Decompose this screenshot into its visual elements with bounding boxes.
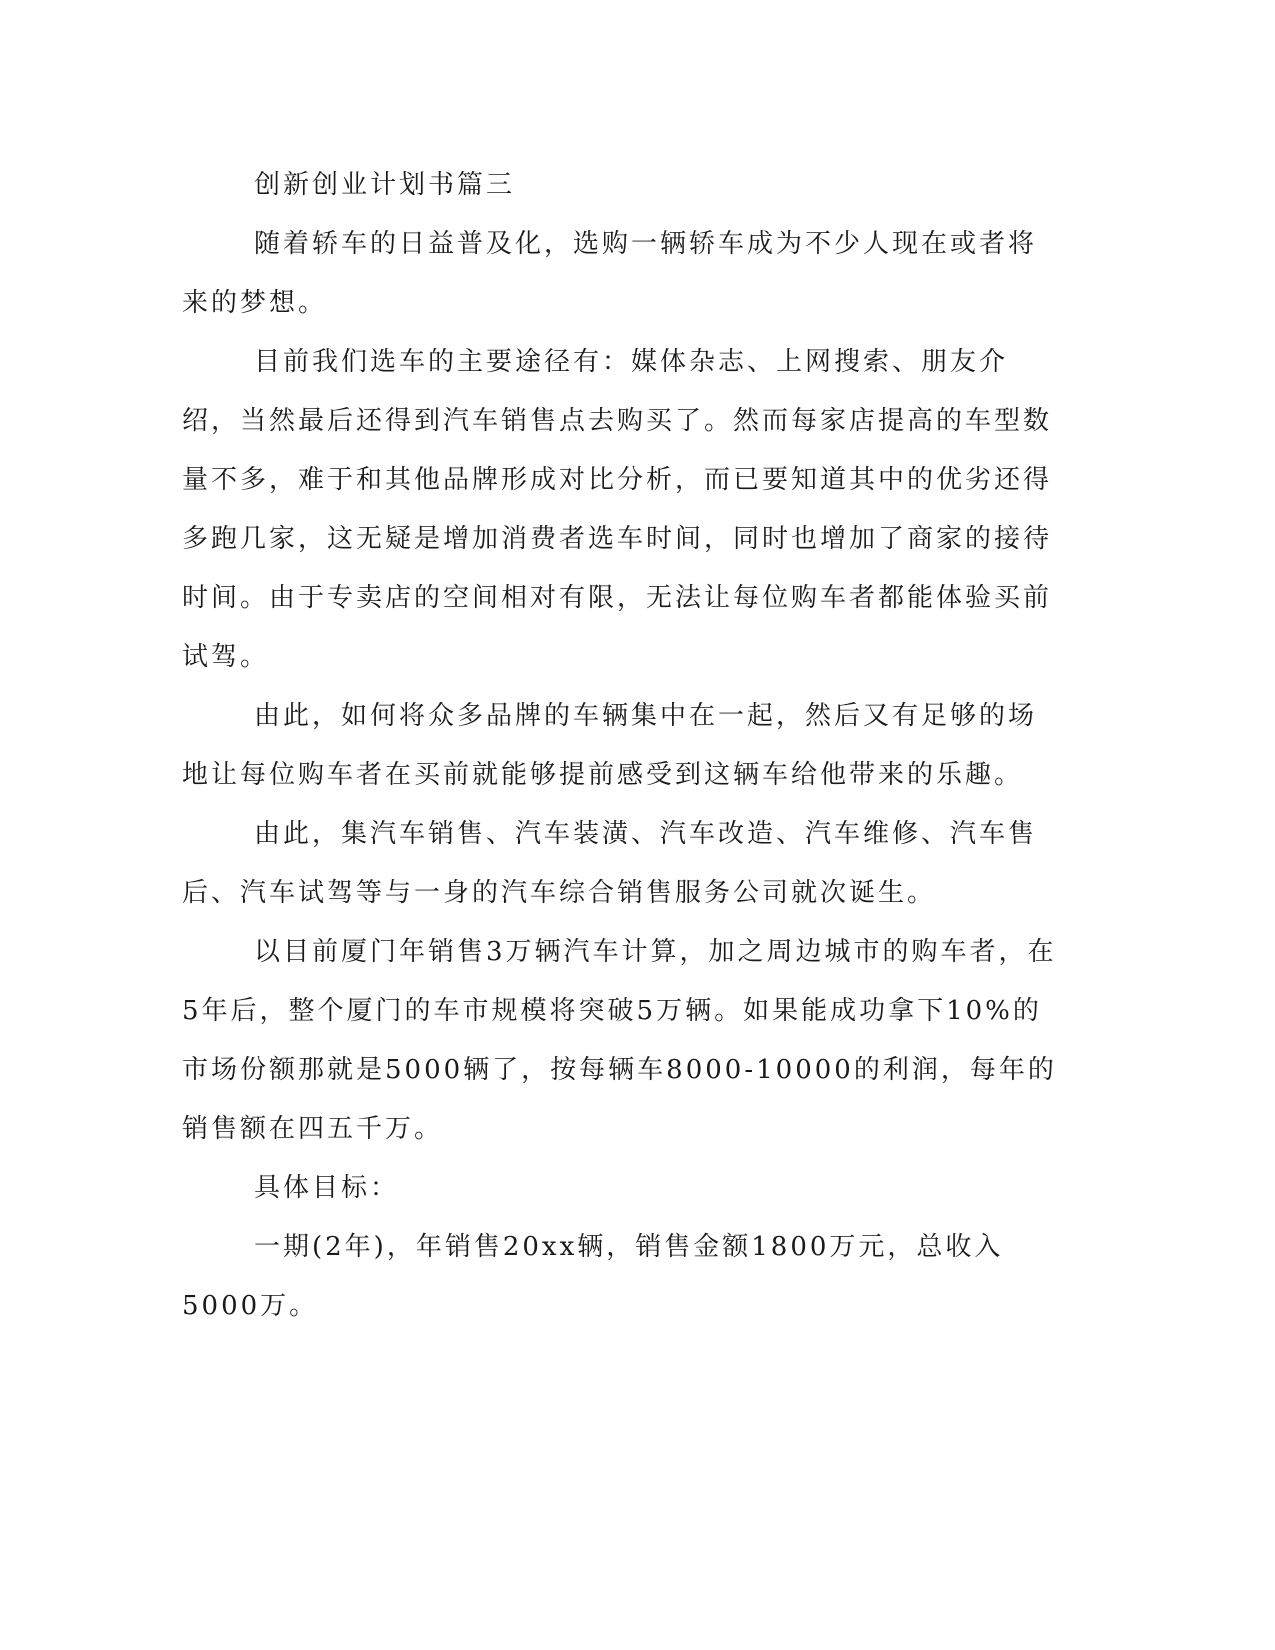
paragraph-4: 由此，集汽车销售、汽车装潢、汽车改造、汽车维修、汽车售后、汽车试驾等与一身的汽车综合销售服务公司就次诞生。 — [182, 819, 1038, 908]
paragraph-7: 一期(2年)，年销售20xx辆，销售金额1800万元，总收入5000万。 — [182, 1232, 1004, 1321]
paragraph-5: 以目前厦门年销售3万辆汽车计算，加之周边城市的购车者，在5年后，整个厦门的车市规模将突破5万辆。如果能成功拿下10%的市场份额那就是5000辆了，按每辆车8000-10000的利润，每年的销售额在四五千万。 — [182, 937, 1057, 1144]
document-body — [182, 156, 1062, 1336]
paragraph-2: 目前我们选车的主要途径有：媒体杂志、上网搜索、朋友介绍，当然最后还得到汽车销售点去购买了。然而每家店提高的车型数量不多，难于和其他品牌形成对比分析，而已要知道其中的优劣还得多跑几家，这无疑是增加消费者选车时间，同时也增加了商家的接待时间。由于专卖店的空间相对有限，无法让每位购车者都能体验买前试驾。 — [182, 347, 1053, 672]
paragraph-1: 随着轿车的日益普及化，选购一辆轿车成为不少人现在或者将来的梦想。 — [182, 229, 1038, 318]
document-title: 创新创业计划书篇三 — [254, 170, 516, 200]
paragraph-6: 具体目标： — [254, 1173, 400, 1203]
paragraph-3: 由此，如何将众多品牌的车辆集中在一起，然后又有足够的场地让每位购车者在买前就能够提前感受到这辆车给他带来的乐趣。 — [182, 701, 1038, 790]
